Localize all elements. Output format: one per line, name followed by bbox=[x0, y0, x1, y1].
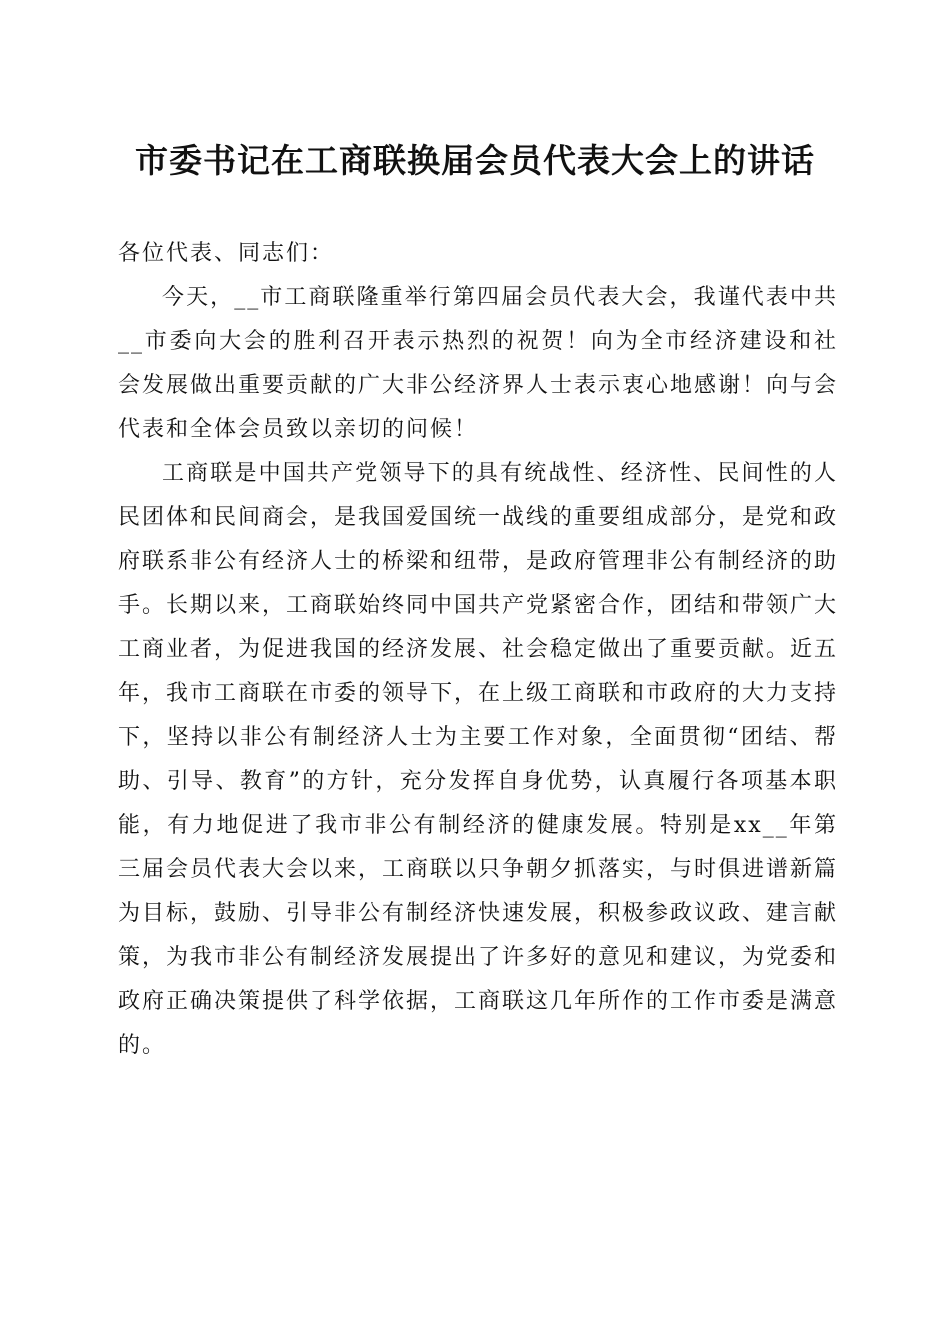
salutation: 各位代表、同志们： bbox=[118, 241, 335, 266]
paragraph-opening: 今天，__市工商联隆重举行第四届会员代表大会，我谨代表中共__市委向大会的胜利召开表示热烈的祝贺！向为全市经济建设和社会发展做出重要贡献的广大非公经济界人士表示衷心地感谢！向与会代表和全体会员致以亲切的问候！ bbox=[118, 285, 839, 442]
document-body bbox=[118, 232, 838, 1068]
document-title: 市委书记在工商联换届会员代表大会上的讲话 bbox=[135, 141, 815, 180]
paragraph-main: 工商联是中国共产党领导下的具有统战性、经济性、民间性的人民团体和民间商会，是我国爱国统一战线的重要组成部分，是党和政府联系非公有经济人士的桥梁和纽带，是政府管理非公有制经济的助手。长期以来，工商联始终同中国共产党紧密合作，团结和带领广大工商业者，为促进我国的经济发展、社会稳定做出了重要贡献。近五年，我市工商联在市委的领导下，在上级工商联和市政府的大力支持下，坚持以非公有制经济人士为主要工作对象，全面贯彻“团结、帮助、引导、教育”的方针，充分发挥自身优势，认真履行各项基本职能，有力地促进了我市非公有制经济的健康发展。特别是xx__年第三届会员代表大会以来，工商联以只争朝夕抓落实，与时俱进谱新篇为目标，鼓励、引导非公有制经济快速发展，积极参政议政、建言献策，为我市非公有制经济发展提出了许多好的意见和建议，为党委和政府正确决策提供了科学依据，工商联这几年所作的工作市委是满意的。 bbox=[118, 461, 839, 1058]
